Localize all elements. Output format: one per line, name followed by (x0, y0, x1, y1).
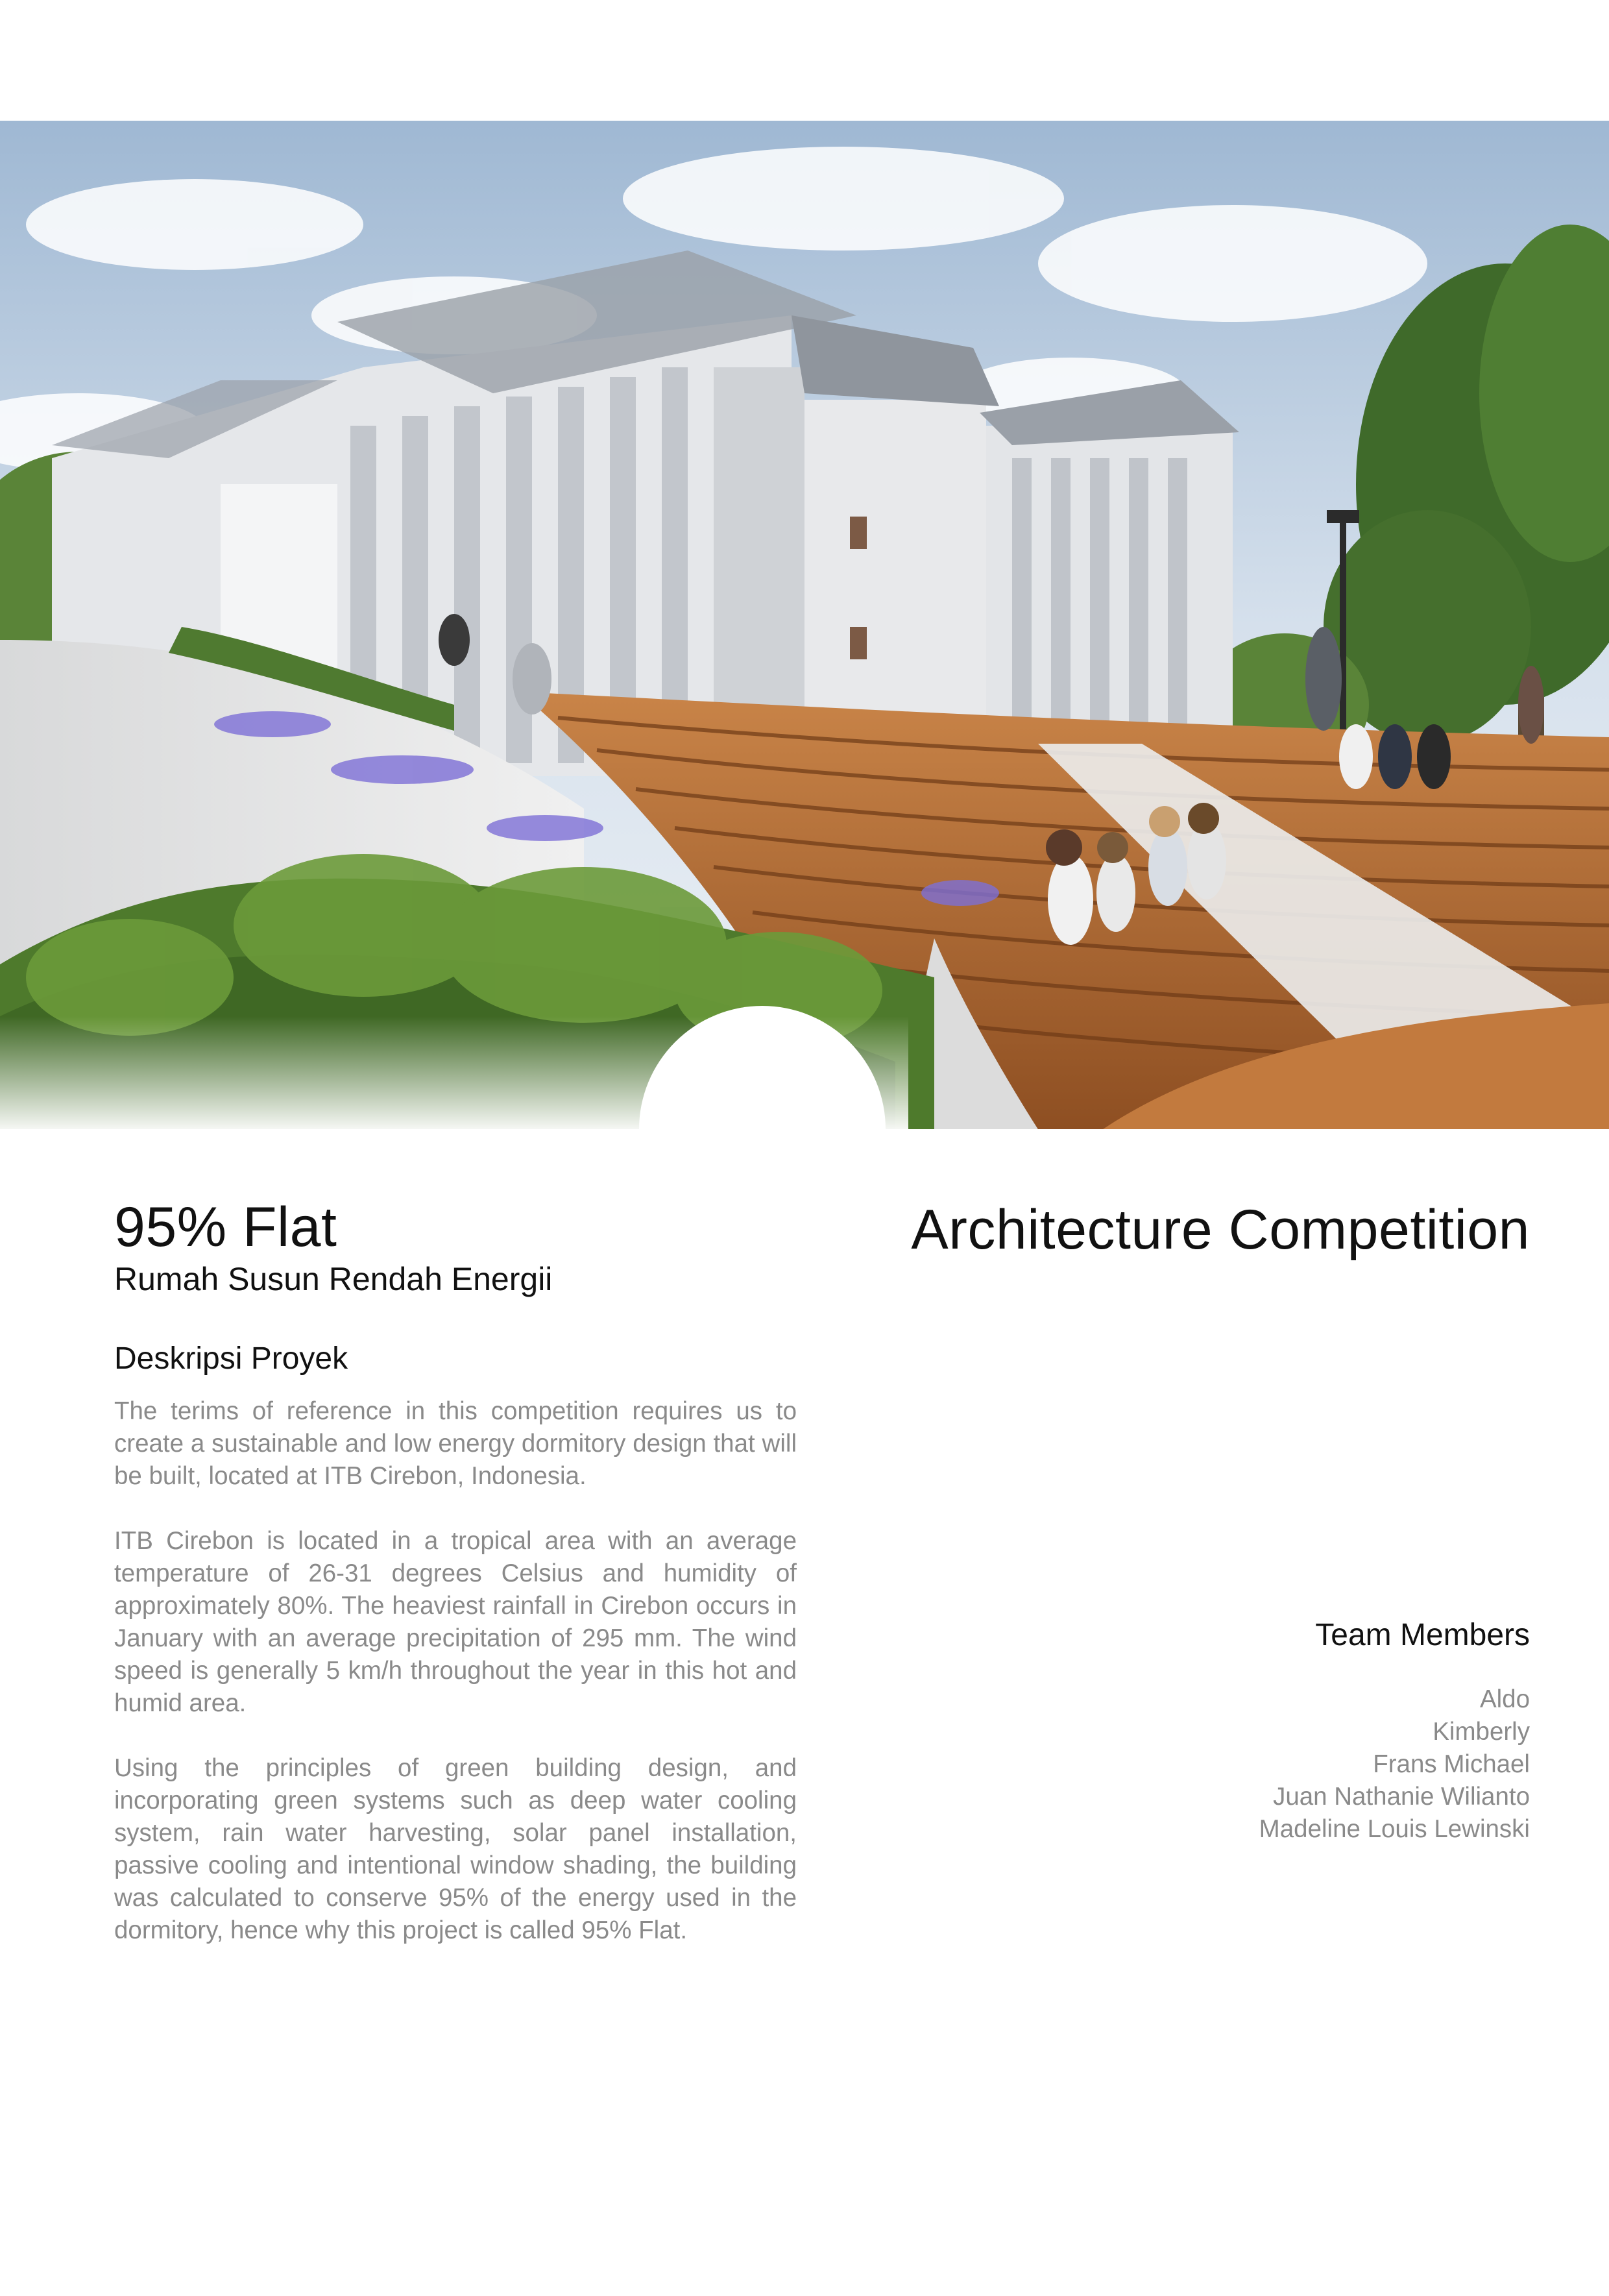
description-body (114, 1395, 797, 1979)
description-heading: Deskripsi Proyek (114, 1341, 348, 1376)
project-title: 95% Flat (114, 1196, 337, 1258)
dormitory-rendering-illustration (0, 121, 1609, 1129)
description-paragraph: The terims of reference in this competition requires us to create a sustainable and low energy dormitory design that will be built, located at ITB Cirebon, Indonesia. (114, 1397, 797, 1490)
team-member: Kimberly (1433, 1718, 1530, 1746)
team-list (1259, 1683, 1530, 1846)
team-section (1259, 1620, 1530, 1846)
team-member: Frans Michael (1373, 1750, 1530, 1778)
team-member: Madeline Louis Lewinski (1259, 1815, 1530, 1843)
team-member: Juan Nathanie Wilianto (1273, 1783, 1530, 1811)
project-subtitle: Rumah Susun Rendah Energii (114, 1261, 553, 1297)
description-paragraph: Using the principles of green building design, and incorporating green systems such as deep water cooling system, rain water harvesting, solar panel installation, passive cooling and intentional window shading, the building was calculated to conserve 95% of the energy used in the dormitory, hence why this project is called 95% Flat. (114, 1754, 797, 1944)
competition-label: Architecture Competition (911, 1199, 1530, 1261)
team-heading: Team Members (1315, 1618, 1530, 1652)
description-paragraph: ITB Cirebon is located in a tropical area with an average temperature of 26-31 degrees Celsius and humidity of approximately 80%. The heaviest rainfall in Cirebon occurs in January with an average precipitation of 295 mm. The wind speed is generally 5 km/h throughout the year in this hot and humid area. (114, 1527, 797, 1717)
team-member: Aldo (1479, 1685, 1530, 1713)
hero-rendering (0, 121, 1609, 1129)
